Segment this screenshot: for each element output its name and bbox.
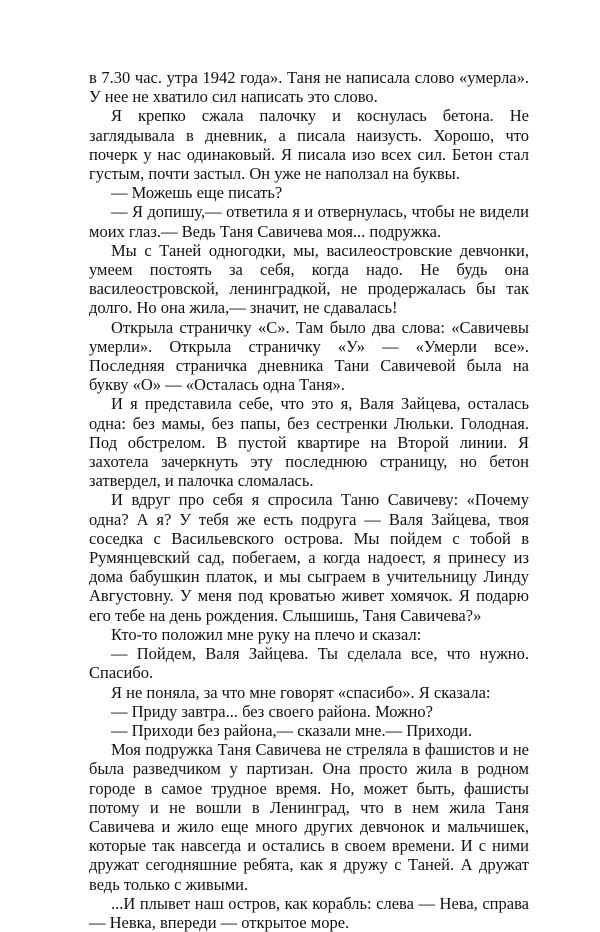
paragraph-1: в 7.30 час. утра 1942 года». Таня не написала слово «умерла». У нее не хватило сил написать это слово. xyxy=(89,68,529,107)
paragraph-15: ...И плывет наш остров, как корабль: слева — Нева, справа — Невка, впереди — открытое море. xyxy=(89,893,529,932)
paragraph-14: Моя подружка Таня Савичева не стреляла в фашистов и не была разведчиком у партизан. Она просто жила в родном городе в самое трудное время. Но, может быть, фашисты потому и не вошли в Ленинград, что в нем жила Таня Савичева и жило еще много других девчонок и мальчишек, которые так навсегда и остались в своем времени. И с ними дружат сегодняшние ребята, как я дружу с Таней. А дружат ведь только с живыми. xyxy=(89,740,529,894)
paragraph-4: — Я допишу,— ответила я и отвернулась, чтобы не видели моих глаз.— Ведь Таня Савичева моя... подружка. xyxy=(89,202,529,241)
paragraph-11: Я не поняла, за что мне говорят «спасибо». Я сказала: xyxy=(111,682,491,702)
paragraph-5: Мы с Таней одногодки, мы, василеостровские девчонки, умеем постоять за себя, когда надо. Не будь она василеостровской, ленинградкой, не продержалась бы так долго. Но она жила,— значит, не сдавалась! xyxy=(89,240,529,318)
paragraph-2: Я крепко сжала палочку и коснулась бетона. Не заглядывала в дневник, а писала наизусть. Хорошо, что почерк у нас одинаковый. Я писала изо всех сил. Бетон стал густым, почти застыл. Он уже не наползал на буквы. xyxy=(89,106,529,184)
paragraph-8: И вдруг про себя я спросила Таню Савичеву: «Почему одна? А я? У тебя же есть подруга — Валя Зайцева, твоя соседка с Васильевского острова. Мы пойдем с тобой в Румянцевский сад, побегаем, а когда надоест, я принесу из дома бабушкин платок, и мы сыграем в учительницу Линду Августовну. У меня под кроватью живет хомячок. Я подарю его тебе на день рождения. Слышишь, Таня Савичева?» xyxy=(89,490,529,625)
paragraph-10: — Пойдем, Валя Зайцева. Ты сделала все, что нужно. Спасибо. xyxy=(89,644,529,683)
book-page xyxy=(89,68,529,932)
paragraph-12: — Приду завтра... без своего района. Можно? xyxy=(111,701,433,721)
paragraph-3: — Можешь еще писать? xyxy=(111,183,283,203)
paragraph-6: Открыла страничку «С». Там было два слова: «Савичевы умерли». Открыла страничку «У» — «Умерли все». Последняя страничка дневника Тани Савичевой была на букву «О» — «Осталась одна Таня». xyxy=(89,317,529,395)
paragraph-7: И я представила себе, что это я, Валя Зайцева, осталась одна: без мамы, без папы, без сестренки Люльки. Голодная. Под обстрелом. В пустой квартире на Второй линии. Я захотела зачеркнуть эту последнюю страницу, но бетон затвердел, и палочка сломалась. xyxy=(89,394,529,491)
paragraph-13: — Приходи без района,— сказали мне.— Приходи. xyxy=(111,720,472,740)
paragraph-9: Кто-то положил мне руку на плечо и сказал: xyxy=(111,624,422,644)
